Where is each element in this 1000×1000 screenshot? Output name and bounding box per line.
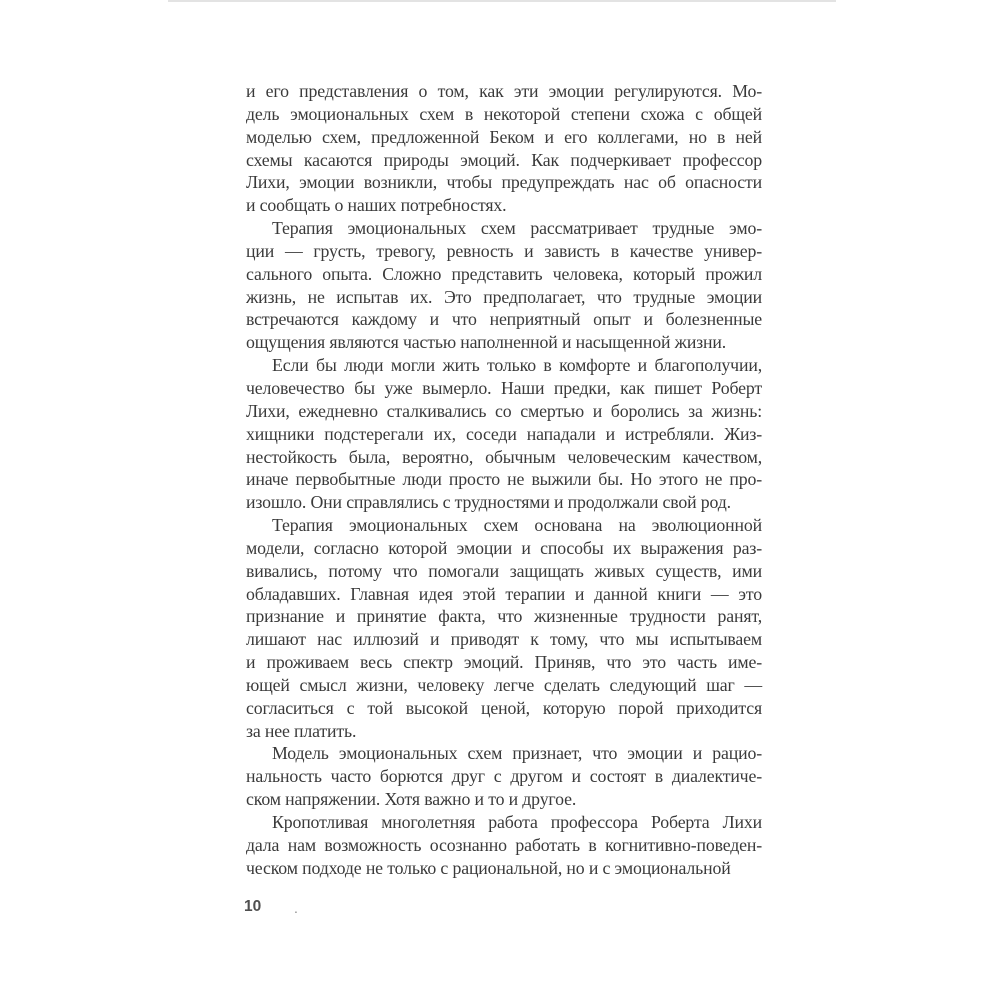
paragraph: [246, 742, 762, 811]
text-line: иначе первобытные люди просто не выжили бы. Но этого не про-: [246, 469, 762, 490]
text-line: Терапия эмоциональных схем рассматривает трудные эмо-: [272, 218, 762, 239]
text-line: вивались, потому что помогали защищать живых существ, ими: [246, 560, 762, 581]
text-line: нальность часто борются друг с другом и состоят в диалектиче-: [246, 766, 762, 787]
footer-dot-mark: .: [294, 900, 298, 916]
paragraph: [246, 354, 762, 514]
text-line: Лихи, ежедневно сталкивались со смертью и боролись за жизнь:: [246, 400, 762, 421]
text-line: согласиться с той высокой ценой, которую порой приходится: [246, 697, 762, 718]
text-line: нестойкость была, вероятно, обычным человеческим качеством,: [246, 446, 762, 467]
text-line: и его представления о том, как эти эмоции регулируются. Мо-: [246, 81, 762, 101]
text-line: ющей смысл жизни, человеку легче сделать следующий шаг —: [246, 674, 762, 695]
text-line: изошло. Они справлялись с трудностями и продолжали свой род.: [246, 492, 731, 513]
text-line: ском напряжении. Хотя важно и то и другое.: [246, 789, 577, 810]
text-line: Терапия эмоциональных схем основана на эволюционной: [272, 515, 762, 536]
text-line: ощущения являются частью наполненной и насыщенной жизни.: [246, 332, 727, 353]
paragraph: [246, 80, 762, 217]
text-line: моделью схем, предложенной Беком и его коллегами, но в ней: [246, 126, 762, 147]
text-line: сального опыта. Сложно представить человека, который прожил: [246, 263, 762, 284]
text-line: Кропотливая многолетняя работа профессора Роберта Лихи: [272, 812, 762, 832]
text-line: дель эмоциональных схем в некоторой степени схожа с общей: [246, 103, 762, 124]
text-line: жизнь, не испытав их. Это предполагает, что трудные эмоции: [246, 286, 762, 307]
text-line: встречаются каждому и что неприятный опыт и болезненные: [246, 309, 762, 330]
text-line: за нее платить.: [246, 720, 357, 741]
text-line: хищники подстерегали их, соседи нападали и истребляли. Жиз-: [246, 423, 762, 444]
text-column: [246, 80, 762, 880]
text-line: и сообщать о наших потребностях.: [246, 195, 507, 216]
paragraph: [246, 217, 762, 354]
text-line: Модель эмоциональных схем признает, что эмоции и рацио-: [272, 743, 762, 764]
text-line: обладавших. Главная идея этой терапии и данной книги — это: [246, 583, 762, 604]
text-line: модели, согласно которой эмоции и способы их выражения раз-: [246, 537, 762, 558]
paragraph: [246, 811, 762, 880]
text-line: и проживаем весь спектр эмоций. Приняв, что это часть име-: [246, 652, 762, 673]
text-line: лишают нас иллюзий и приводят к тому, что мы испытываем: [246, 629, 762, 650]
text-line: Если бы люди могли жить только в комфорте и благополучии,: [272, 355, 762, 376]
text-line: дала нам возможность осознанно работать в когнитивно-поведен-: [246, 834, 762, 855]
page-edge-line: [168, 0, 836, 2]
text-line: признание и принятие факта, что жизненные трудности ранят,: [246, 606, 762, 627]
text-line: схемы касаются природы эмоций. Как подчеркивает профессор: [246, 149, 762, 170]
page-number: 10: [244, 898, 262, 915]
text-line: ции — грусть, тревогу, ревность и зависть в качестве универ-: [246, 240, 762, 261]
paragraph: [246, 514, 762, 742]
text-line: Лихи, эмоции возникли, чтобы предупреждать нас об опасности: [246, 172, 762, 193]
page-footer: [244, 898, 444, 922]
text-line: ческом подходе не только с рациональной, но и с эмоциональной: [246, 857, 731, 878]
text-line: человечество бы уже вымерло. Наши предки, как пишет Роберт: [246, 377, 762, 398]
